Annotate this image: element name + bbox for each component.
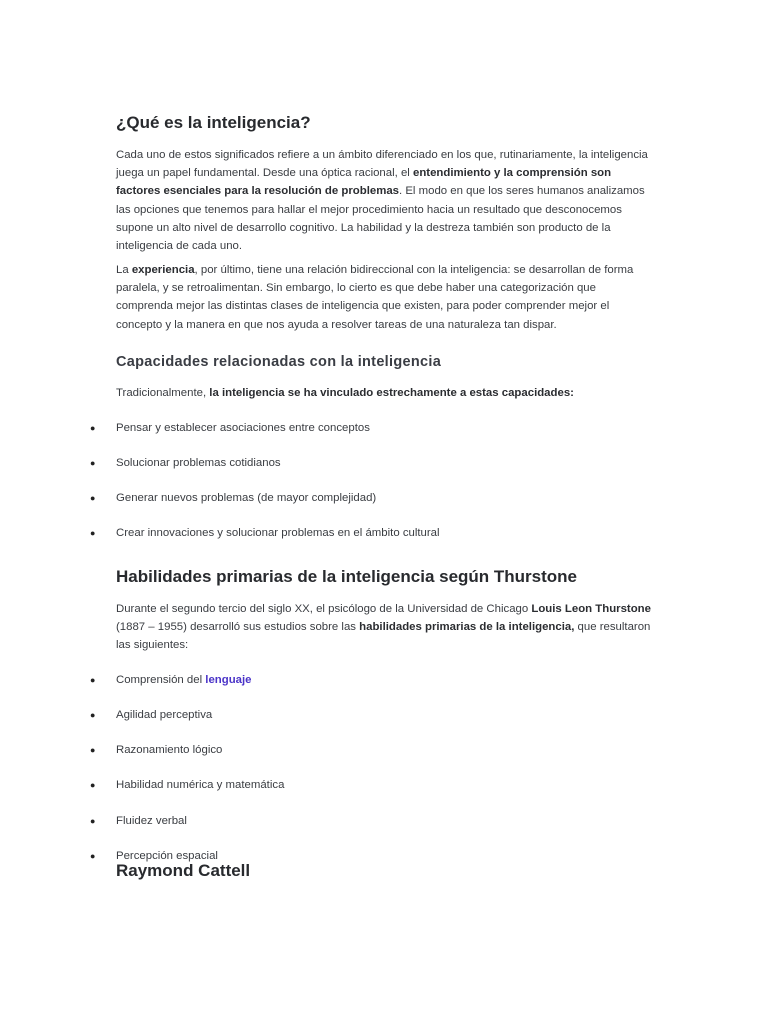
bullet-icon: ● xyxy=(90,745,96,755)
text-run: . El modo en que los seres humanos analizamos las opciones que tenemos para hallar el mejor procedimiento hacia un resultado que desconocemos supone un alto nivel de desarrollo cognitivo. La habilidad y la destreza también son producto de la inteligencia de cada uno. xyxy=(116,185,645,253)
text-run: Cada uno de estos significados refiere a un ámbito diferenciado en los que, rutinariamente, la inteligencia juega un papel fundamental. Desde una óptica racional, el xyxy=(116,149,648,180)
bold-run: la inteligencia se ha vinculado estrechamente a estas capacidades: xyxy=(209,387,574,399)
list-item-text: Crear innovaciones y solucionar problemas en el ámbito cultural xyxy=(116,527,440,539)
list-item xyxy=(0,454,700,472)
list-item xyxy=(0,524,700,542)
text-run: (1887 – 1955) desarrolló sus estudios sobre las xyxy=(116,621,360,634)
bold-run: experiencia xyxy=(131,264,195,276)
lenguaje-link[interactable]: lenguaje xyxy=(205,674,252,686)
text-run: Durante el segundo tercio del siglo XX, el psicólogo de la Universidad de Chicago xyxy=(116,603,532,615)
bullet-icon: ● xyxy=(90,528,96,538)
bold-run: Louis Leon Thurstone xyxy=(531,603,651,615)
list-item-text xyxy=(116,671,252,689)
bullet-icon: ● xyxy=(90,458,96,468)
list-item xyxy=(0,741,700,759)
bullet-icon: ● xyxy=(90,493,96,503)
list-item-text: Generar nuevos problemas (de mayor complejidad) xyxy=(116,492,377,504)
bullet-icon: ● xyxy=(90,675,96,685)
heading-capacidades: Capacidades relacionadas con la inteligencia xyxy=(116,354,442,370)
list-item-text: Solucionar problemas cotidianos xyxy=(116,457,281,469)
bullet-icon: ● xyxy=(90,816,96,826)
bullet-icon: ● xyxy=(90,780,96,790)
text-run: Comprensión del xyxy=(116,674,206,686)
list-item xyxy=(0,847,700,865)
bullet-icon: ● xyxy=(90,851,96,861)
paragraph-experiencia xyxy=(116,261,651,334)
list-item xyxy=(0,706,700,724)
text-run: que resultaron las siguientes: xyxy=(116,621,651,652)
list-item xyxy=(0,776,700,794)
list-item-text: Razonamiento lógico xyxy=(116,744,223,756)
list-item-text: Habilidad numérica y matemática xyxy=(116,779,285,791)
list-item-text: Pensar y establecer asociaciones entre conceptos xyxy=(116,422,370,434)
paragraph-tradicionalmente xyxy=(116,384,651,402)
list-item xyxy=(0,419,700,437)
heading-thurstone: Habilidades primarias de la inteligencia según Thurstone xyxy=(116,567,578,586)
list-item xyxy=(0,671,700,689)
list-item-text: Percepción espacial xyxy=(116,850,218,862)
list-item xyxy=(0,489,700,507)
list-item xyxy=(0,812,700,830)
list-item-text: Agilidad perceptiva xyxy=(116,709,213,721)
paragraph-thurstone xyxy=(116,600,651,655)
heading-que-es-inteligencia: ¿Qué es la inteligencia? xyxy=(116,113,311,132)
list-item-text: Fluidez verbal xyxy=(116,815,187,827)
text-run: La xyxy=(116,264,132,276)
text-run: Tradicionalmente, xyxy=(116,387,210,399)
bold-run: entendimiento y la comprensión son factores esenciales para la resolución de problemas xyxy=(116,167,612,198)
bullet-icon: ● xyxy=(90,710,96,720)
bold-run: habilidades primarias de la inteligencia, xyxy=(359,621,575,634)
bullet-icon: ● xyxy=(90,423,96,433)
heading-raymond-cattell: Raymond Cattell xyxy=(116,861,251,880)
text-run: , por último, tiene una relación bidireccional con la inteligencia: se desarrollan de forma paralela, y se retroalimentan. Sin embargo, lo cierto es que debe haber una categorización que comprenda mejor las distintas clases de inteligencia que existen, para poder comprender mejor el concepto y la manera en que nos ayuda a resolver tareas de una naturaleza tan dispar. xyxy=(116,264,634,331)
paragraph-significados xyxy=(116,146,651,255)
